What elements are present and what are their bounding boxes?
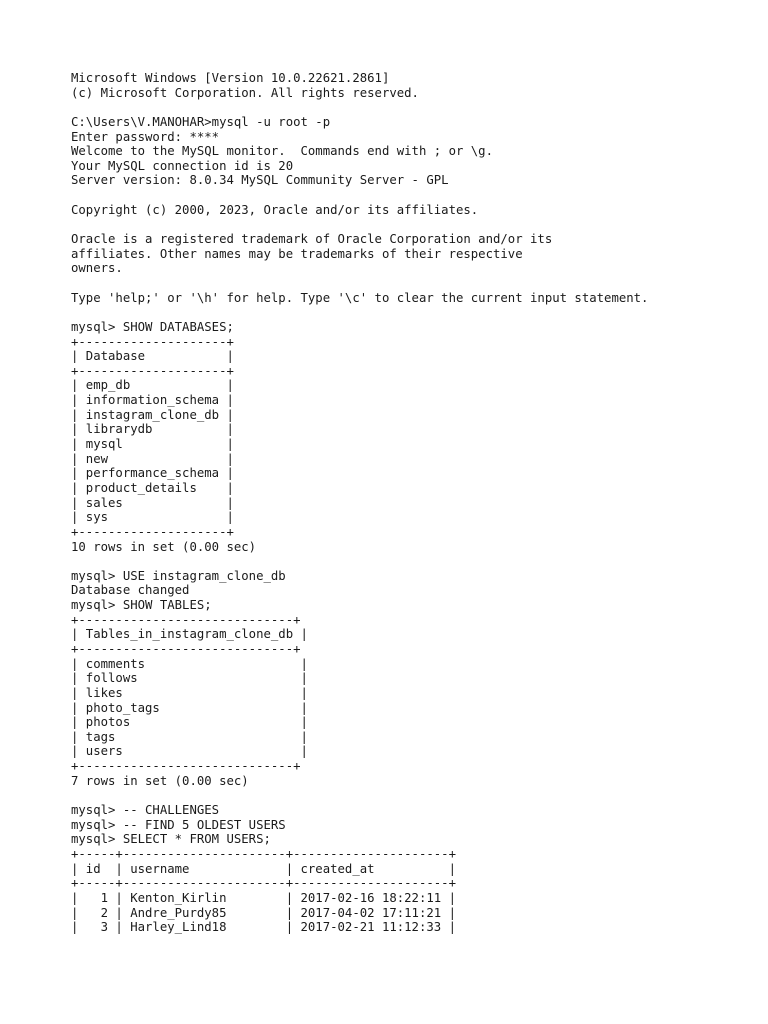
terminal-line — [71, 100, 751, 115]
terminal-line: +-----------------------------+ — [71, 641, 301, 656]
terminal-line: | photo_tags | — [71, 700, 308, 715]
terminal-line: | Tables_in_instagram_clone_db | — [71, 627, 308, 642]
terminal-line: 7 rows in set (0.00 sec) — [71, 773, 249, 788]
terminal-line: Type 'help;' or '\h' for help. Type '\c' to clear the current input statement. — [71, 290, 649, 305]
terminal-line: 10 rows in set (0.00 sec) — [71, 539, 257, 554]
terminal-line: mysql> SHOW DATABASES; — [71, 319, 234, 334]
terminal-line: Microsoft Windows [Version 10.0.22621.2861] — [71, 71, 390, 85]
terminal-line: Enter password: **** — [71, 129, 220, 144]
terminal-line: +-----+----------------------+---------------------+ — [71, 876, 456, 891]
terminal-line: | information_schema | — [71, 393, 234, 408]
terminal-line: | instagram_clone_db | — [71, 407, 234, 422]
terminal-line: (c) Microsoft Corporation. All rights reserved. — [71, 85, 419, 100]
terminal-line: Copyright (c) 2000, 2023, Oracle and/or its affiliates. — [71, 202, 479, 217]
terminal-line: | tags | — [71, 729, 308, 744]
terminal-line: | emp_db | — [71, 378, 234, 393]
terminal-line: +--------------------+ — [71, 334, 234, 349]
terminal-line: | users | — [71, 744, 308, 759]
terminal-line: | likes | — [71, 685, 308, 700]
terminal-line: | sales | — [71, 495, 234, 510]
terminal-line: | Database | — [71, 349, 234, 364]
terminal-output[interactable] — [71, 71, 751, 935]
terminal-line: Server version: 8.0.34 MySQL Community Server - GPL — [71, 173, 449, 188]
terminal-line: mysql> -- FIND 5 OLDEST USERS — [71, 817, 286, 832]
terminal-line: mysql> SELECT * FROM USERS; — [71, 832, 271, 847]
terminal-line: +--------------------+ — [71, 524, 234, 539]
terminal-line: | mysql | — [71, 437, 234, 452]
terminal-line: | 1 | Kenton_Kirlin | 2017-02-16 18:22:11 | — [71, 890, 456, 905]
terminal-line: +-----+----------------------+---------------------+ — [71, 846, 456, 861]
terminal-line: | sys | — [71, 510, 234, 525]
terminal-line: Your MySQL connection id is 20 — [71, 158, 294, 173]
terminal-line: mysql> USE instagram_clone_db — [71, 568, 286, 583]
terminal-line: | follows | — [71, 671, 308, 686]
terminal-line: | comments | — [71, 656, 308, 671]
terminal-line: | product_details | — [71, 480, 234, 495]
terminal-line — [71, 276, 751, 291]
terminal-line: Welcome to the MySQL monitor. Commands end with ; or \g. — [71, 144, 493, 159]
terminal-line — [71, 554, 751, 569]
terminal-line: Database changed — [71, 583, 190, 598]
terminal-line: C:\Users\V.MANOHAR>mysql -u root -p — [71, 114, 331, 129]
terminal-line: | photos | — [71, 715, 308, 730]
terminal-line — [71, 217, 751, 232]
terminal-line — [71, 188, 751, 203]
terminal-line: | new | — [71, 451, 234, 466]
terminal-line: owners. — [71, 261, 123, 276]
terminal-line: | 2 | Andre_Purdy85 | 2017-04-02 17:11:21 | — [71, 905, 456, 920]
terminal-line: | librarydb | — [71, 422, 234, 437]
terminal-line: Oracle is a registered trademark of Oracle Corporation and/or its — [71, 232, 553, 247]
terminal-line: mysql> -- CHALLENGES — [71, 803, 220, 818]
terminal-line — [71, 305, 751, 320]
terminal-line: affiliates. Other names may be trademarks of their respective — [71, 246, 523, 261]
terminal-line: | performance_schema | — [71, 466, 234, 481]
terminal-line: +-----------------------------+ — [71, 759, 301, 774]
terminal-line — [71, 788, 751, 803]
terminal-line: | id | username | created_at | — [71, 861, 456, 876]
terminal-line: +--------------------+ — [71, 363, 234, 378]
terminal-line: mysql> SHOW TABLES; — [71, 598, 212, 613]
terminal-line: | 3 | Harley_Lind18 | 2017-02-21 11:12:33 | — [71, 920, 456, 935]
terminal-line: +-----------------------------+ — [71, 612, 301, 627]
